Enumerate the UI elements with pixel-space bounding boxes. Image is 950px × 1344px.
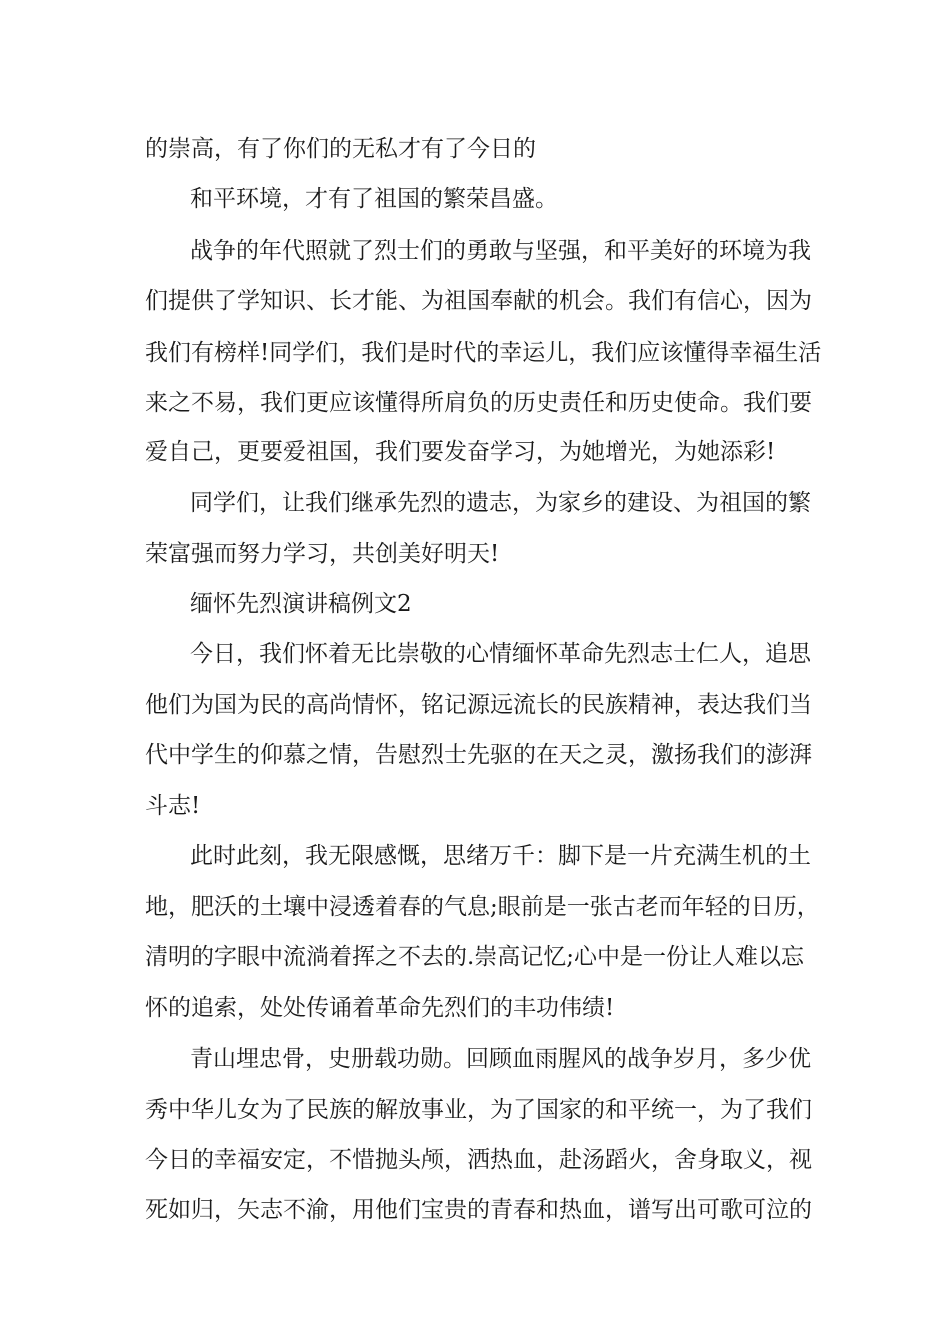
text-line: 代中学生的仰慕之情，告慰烈士先驱的在天之灵，激扬我们的澎湃 xyxy=(145,742,812,768)
paragraph-start-line: 同学们，让我们继承先烈的遗志，为家乡的建设、为祖国的繁 xyxy=(190,490,811,516)
paragraph-start-line: 今日，我们怀着无比崇敬的心情缅怀革命先烈志士仁人，追思 xyxy=(190,641,811,667)
text-line: 他们为国为民的高尚情怀，铭记源远流长的民族精神，表达我们当 xyxy=(145,692,812,718)
paragraph-start-line: 此时此刻，我无限感慨，思绪万千：脚下是一片充满生机的土 xyxy=(190,843,811,869)
text-line: 秀中华儿女为了民族的解放事业，为了国家的和平统一，为了我们 xyxy=(145,1097,812,1123)
text-line: 和平环境，才有了祖国的繁荣昌盛。 xyxy=(190,186,558,212)
text-line: 们提供了学知识、长才能、为祖国奉献的机会。我们有信心，因为 xyxy=(145,288,812,314)
text-line: 清明的字眼中流淌着挥之不去的.崇高记忆;心中是一份让人难以忘 xyxy=(145,944,805,970)
text-line: 爱自己，更要爱祖国，我们要发奋学习，为她增光，为她添彩! xyxy=(145,439,776,465)
section-heading: 缅怀先烈演讲稿例文2 xyxy=(190,591,412,617)
text-line: 今日的幸福安定，不惜抛头颅，洒热血，赴汤蹈火，舍身取义，视 xyxy=(145,1147,812,1173)
text-line: 我们有榜样!同学们，我们是时代的幸运儿，我们应该懂得幸福生活 xyxy=(145,340,822,366)
text-line: 的崇高，有了你们的无私才有了今日的 xyxy=(145,136,536,162)
text-line: 斗志! xyxy=(145,793,201,819)
text-line: 死如归，矢志不渝，用他们宝贵的青春和热血，谱写出可歌可泣的 xyxy=(145,1197,812,1223)
paragraph-start-line: 青山埋忠骨，史册载功勋。回顾血雨腥风的战争岁月，多少优 xyxy=(190,1046,811,1072)
text-line: 怀的追索，处处传诵着革命先烈们的丰功伟绩! xyxy=(145,995,615,1021)
text-line: 荣富强而努力学习，共创美好明天! xyxy=(145,541,500,567)
text-line: 来之不易，我们更应该懂得所肩负的历史责任和历史使命。我们要 xyxy=(145,390,812,416)
paragraph-start-line: 战争的年代照就了烈士们的勇敢与坚强，和平美好的环境为我 xyxy=(190,238,811,264)
text-line: 地，肥沃的土壤中浸透着春的气息;眼前是一张古老而年轻的日历， xyxy=(145,894,820,920)
